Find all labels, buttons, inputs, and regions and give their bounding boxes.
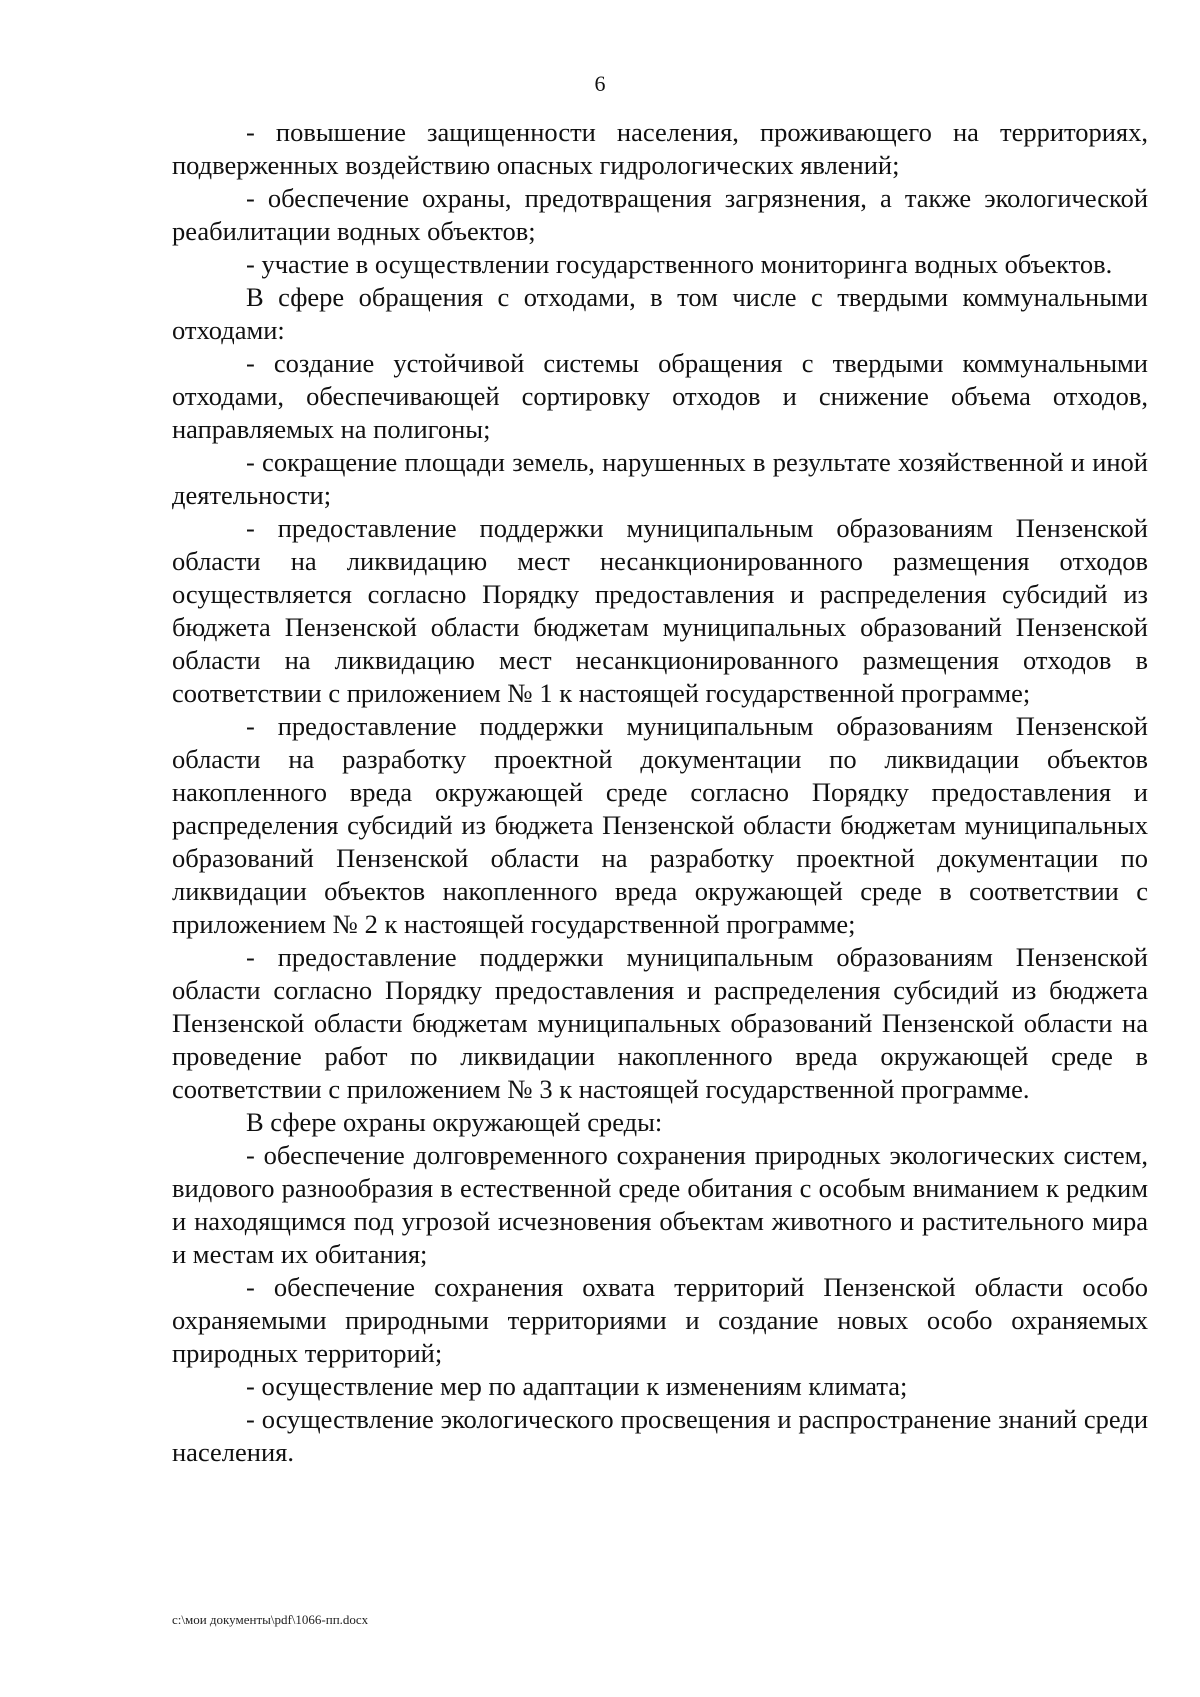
paragraph: - участие в осуществлении государственного мониторинга водных объектов. xyxy=(246,249,1113,279)
section-heading-paragraph: В сфере охраны окружающей среды: xyxy=(246,1107,663,1137)
section-heading-paragraph: В сфере обращения с отходами, в том числе с твердыми коммунальными отходами: xyxy=(172,282,1148,345)
paragraph: - осуществление экологического просвещения и распространение знаний среди населения. xyxy=(172,1404,1148,1467)
paragraph: - обеспечение сохранения охвата территорий Пензенской области особо охраняемыми природными территориями и создание новых особо охраняемых природных территорий; xyxy=(172,1272,1148,1368)
paragraph: - предоставление поддержки муниципальным образованиям Пензенской области согласно Порядку предоставления и распределения субсидий из бюджета Пензенской области бюджетам муниципальных образований Пензенской области на проведение работ по ликвидации накопленного вреда окружающей среде в соответствии с приложением № 3 к настоящей государственной программе. xyxy=(172,942,1148,1104)
paragraph: - предоставление поддержки муниципальным образованиям Пензенской области на разработку проектной документации по ликвидации объектов накопленного вреда окружающей среде согласно Порядку предоставления и распределения субсидий из бюджета Пензенской области бюджетам муниципальных образований Пензенской области на разработку проектной документации по ликвидации объектов накопленного вреда окружающей среде в соответствии с приложением № 2 к настоящей государственной программе; xyxy=(172,711,1148,939)
paragraph: - обеспечение долговременного сохранения природных экологических систем, видового разнообразия в естественной среде обитания с особым вниманием к редким и находящимся под угрозой исчезновения объектам животного и растительного мира и местам их обитания; xyxy=(172,1140,1148,1269)
paragraph: - осуществление мер по адаптации к изменениям климата; xyxy=(246,1371,908,1401)
paragraph: - предоставление поддержки муниципальным образованиям Пензенской области на ликвидацию мест несанкционированного размещения отходов осуществляется согласно Порядку предоставления и распределения субсидий из бюджета Пензенской области бюджетам муниципальных образований Пензенской области на ликвидацию мест несанкционированного размещения отходов в соответствии с приложением № 1 к настоящей государственной программе; xyxy=(172,513,1148,708)
document-body xyxy=(172,116,1148,1469)
page-number: 6 xyxy=(594,71,606,96)
paragraph: - создание устойчивой системы обращения с твердыми коммунальными отходами, обеспечивающей сортировку отходов и снижение объема отходов, направляемых на полигоны; xyxy=(172,348,1148,444)
paragraph: - повышение защищенности населения, проживающего на территориях, подверженных воздействию опасных гидрологических явлений; xyxy=(172,117,1148,180)
paragraph: - сокращение площади земель, нарушенных в результате хозяйственной и иной деятельности; xyxy=(172,447,1148,510)
footer-file-path: c:\мои документы\pdf\1066-пп.docx xyxy=(172,1612,369,1627)
paragraph: - обеспечение охраны, предотвращения загрязнения, а также экологической реабилитации водных объектов; xyxy=(172,183,1148,246)
